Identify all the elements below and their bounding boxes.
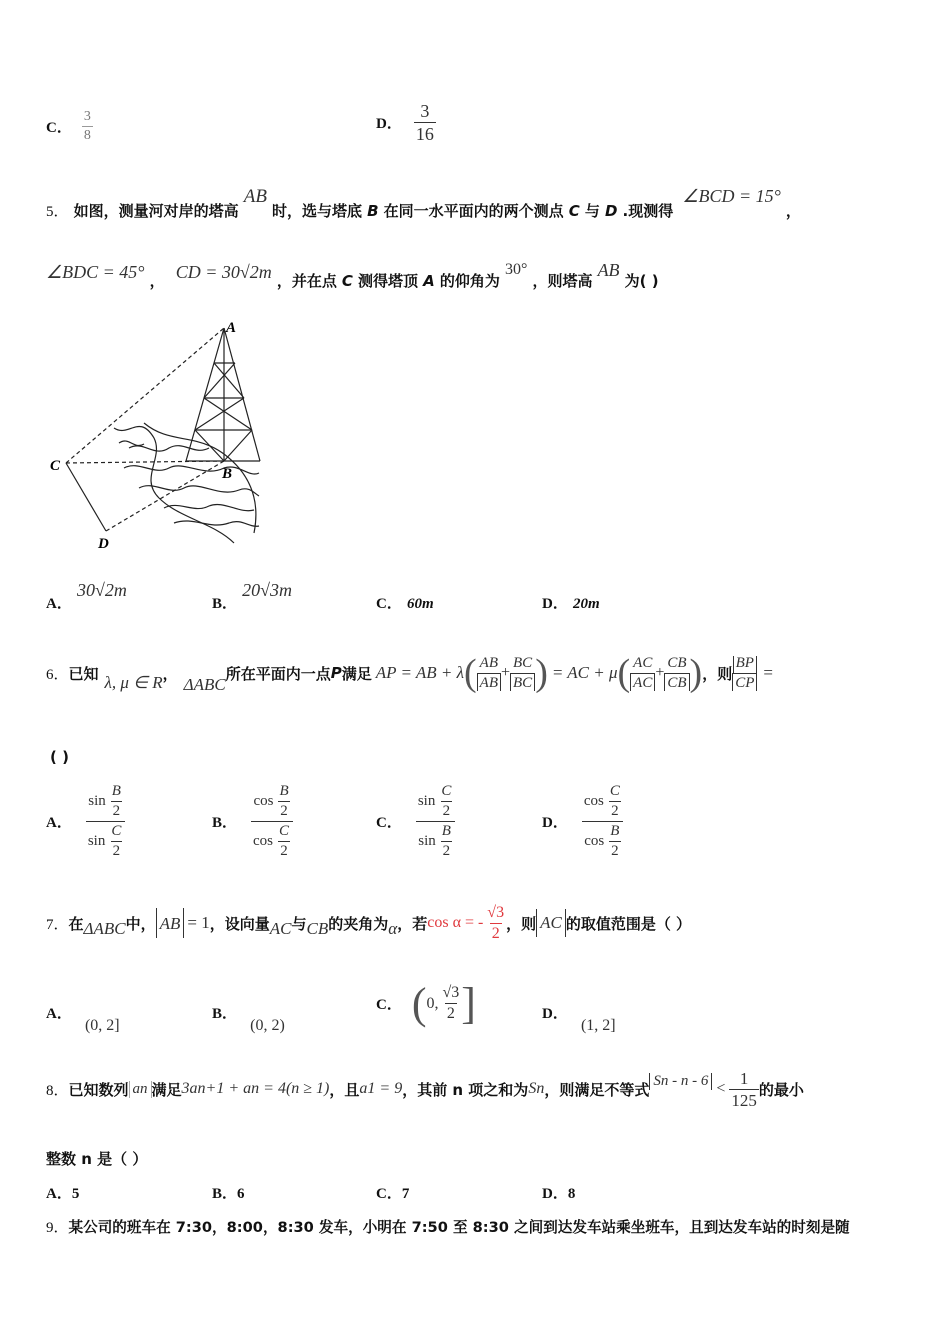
- q5-option-c: C． 60m: [376, 596, 434, 612]
- point-a-label: A: [226, 320, 237, 336]
- option-label: C．: [46, 120, 72, 136]
- q5-line1: 5． 如图，测量河对岸的塔高 AB 时，选与塔底 B 在同一水平面内的两个测点 C 与 D .现测得 ∠BCD = 15° ，: [46, 186, 801, 220]
- fraction: $\frac{BC}{BC}$: [510, 656, 535, 691]
- q6-answer-paren: ( ): [50, 748, 69, 766]
- q7-option-a: A． (0, 2]: [46, 1006, 120, 1034]
- fraction: cos $\frac{C}{2}$ cos $\frac{B}{2}$: [582, 784, 624, 859]
- q6-option-b: B． cos $\frac{B}{2}$ cos $\frac{C}{2}$: [212, 784, 293, 859]
- fraction: $\frac{√3}{2}$: [487, 903, 505, 942]
- option-label: D．: [376, 116, 402, 132]
- fraction: $\frac{CB}{CB}$: [664, 656, 689, 691]
- q6-option-a: A． sin $\frac{B}{2}$ sin $\frac{C}{2}$: [46, 784, 125, 859]
- fraction: cos $\frac{B}{2}$ cos $\frac{C}{2}$: [251, 784, 293, 859]
- q7-line1: 7． 在 ΔABC 中， AB = 1 ，设向量 AC 与 CB 的夹角为 α ，若 cos α = - $\frac{√3}{2}$ ，则 AC 的取值范围是（ ）: [46, 903, 692, 942]
- q6-option-d: D． cos $\frac{C}{2}$ cos $\frac{B}{2}$: [542, 784, 624, 859]
- segment-cd: [66, 463, 106, 531]
- fraction: $\frac{3}{16}$: [415, 101, 434, 144]
- tower-river-figure: [44, 318, 274, 554]
- q7-option-c: C． ( 0, $\frac{√3}{2}$ ]: [376, 979, 476, 1028]
- q4-option-c: [46, 110, 93, 143]
- q9-line1: 9．某公司的班车在 7:30，8:00，8:30 发车，小明在 7:50 至 8:30 之间到达发车站乘坐班车，且到达发车站的时刻是随: [46, 1219, 850, 1236]
- fraction: sin $\frac{C}{2}$ sin $\frac{B}{2}$: [416, 784, 456, 859]
- q5-option-a: A． 30√2m: [46, 580, 127, 612]
- q8-option-b: B．6: [212, 1186, 245, 1202]
- q4-option-d: [376, 102, 436, 143]
- point-c-label: C: [50, 458, 61, 474]
- fraction: $\frac{√3}{2}$: [442, 984, 460, 1022]
- q6-option-c: C． sin $\frac{C}{2}$ sin $\frac{B}{2}$: [376, 784, 455, 859]
- q8-line1: 8． 已知数列 an 满足 3an+1 + an = 4(n ≥ 1) ，且 a1 = 9 ，其前 n 项之和为 Sn ，则满足不等式 Sn - n - 6 < $\frac{1}{125}$ 的最小: [46, 1068, 804, 1110]
- fraction: $\frac{1}{125}$: [731, 1068, 757, 1110]
- fraction: $\frac{AC}{AC}$: [630, 656, 655, 691]
- q8-line2: 整数 n 是（ ）: [46, 1150, 148, 1168]
- fraction: $\frac{AB}{AB}$: [477, 656, 501, 691]
- q5-option-d: D． 20m: [542, 596, 600, 612]
- q5-line2: ∠BDC = 45° ， CD = 30√2m ，并在点 C 测得塔顶 A 的仰角为 30° ，则塔高 AB 为( ): [46, 260, 659, 290]
- q8-option-a: A．5: [46, 1186, 80, 1202]
- fraction: $\frac{BP}{CP}$: [732, 656, 757, 691]
- q7-option-d: D． (1, 2]: [542, 1006, 616, 1034]
- q8-option-d: D．8: [542, 1186, 576, 1202]
- question-number: 5．: [46, 204, 69, 220]
- point-b-label: B: [222, 466, 233, 482]
- q5-option-b: B． 20√3m: [212, 580, 292, 612]
- segment-cb: [66, 461, 224, 463]
- q7-option-b: B． (0, 2): [212, 1006, 285, 1034]
- fraction: $\frac{3}{8}$: [83, 109, 91, 143]
- point-d-label: D: [98, 536, 109, 552]
- q6-line1: 6． 已知 λ, μ ∈ R ， ΔABC 所在平面内一点 P 满足 AP = AB + λ ( $\frac{AB}{AB}$ + $\frac{BC}{BC}$ ) = AC + μ ( $\frac{AC}{AC}$ + $\frac{CB}{CB}$ ) ，则 $\frac{BP}{CP}$ =: [46, 652, 773, 694]
- q8-option-c: C．7: [376, 1186, 410, 1202]
- fraction: sin $\frac{B}{2}$ sin $\frac{C}{2}$: [86, 784, 126, 859]
